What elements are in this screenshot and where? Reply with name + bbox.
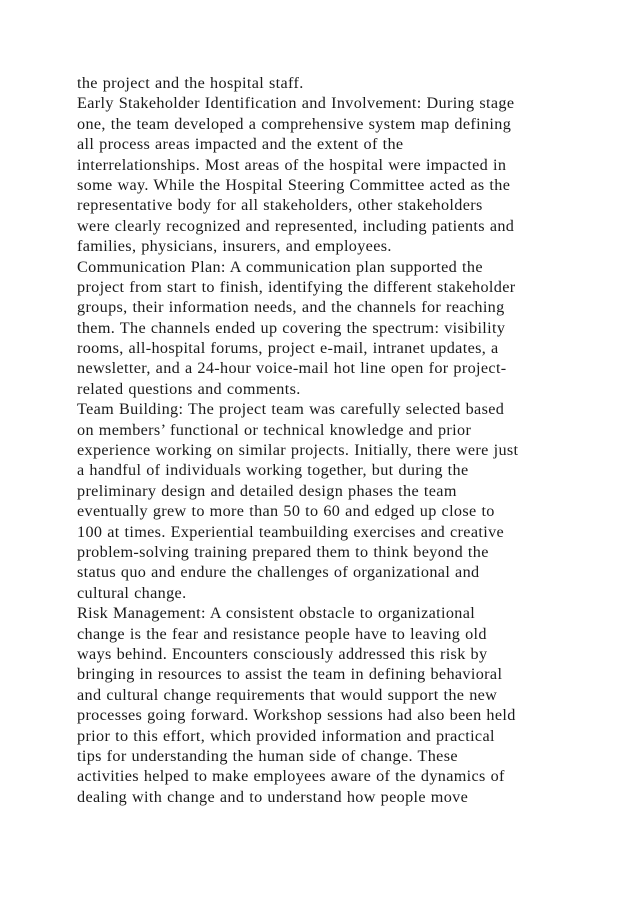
text-line: project from start to finish, identifying the different stakeholder	[77, 277, 516, 296]
document-body	[77, 73, 617, 807]
text-line: processes going forward. Workshop sessions had also been held	[77, 706, 516, 725]
text-line: were clearly recognized and represented, including patients and	[77, 216, 515, 235]
text-line: ways behind. Encounters consciously addressed this risk by	[77, 644, 488, 663]
text-line: newsletter, and a 24-hour voice-mail hot line open for project-	[77, 359, 507, 378]
text-line: Risk Management: A consistent obstacle to organizational	[77, 604, 476, 623]
text-line: eventually grew to more than 50 to 60 and edged up close to	[77, 502, 495, 521]
text-line: one, the team developed a comprehensive system map defining	[77, 114, 512, 133]
text-line: Team Building: The project team was carefully selected based	[77, 400, 505, 419]
text-line: representative body for all stakeholders, other stakeholders	[77, 196, 483, 215]
text-line: 100 at times. Experiential teambuilding exercises and creative	[77, 522, 505, 541]
text-line: a handful of individuals working together, but during the	[77, 461, 469, 480]
text-line: families, physicians, insurers, and employees.	[77, 237, 392, 256]
text-line: experience working on similar projects. Initially, there were just	[77, 441, 519, 460]
text-line: them. The channels ended up covering the spectrum: visibility	[77, 318, 506, 337]
text-line: cultural change.	[77, 583, 187, 602]
text-line: change is the fear and resistance people have to leaving old	[77, 624, 487, 643]
text-line: on members’ functional or technical knowledge and prior	[77, 420, 472, 439]
text-line: all process areas impacted and the extent of the	[77, 135, 404, 154]
text-line: rooms, all-hospital forums, project e-mail, intranet updates, a	[77, 339, 499, 358]
text-line: preliminary design and detailed design phases the team	[77, 481, 457, 500]
text-line: some way. While the Hospital Steering Committee acted as the	[77, 175, 511, 194]
text-line: tips for understanding the human side of change. These	[77, 746, 458, 765]
text-line: dealing with change and to understand how people move	[77, 787, 469, 806]
text-line: bringing in resources to assist the team in defining behavioral	[77, 665, 503, 684]
text-line: the project and the hospital staff.	[77, 74, 304, 92]
text-line: interrelationships. Most areas of the hospital were impacted in	[77, 155, 507, 174]
text-line: Early Stakeholder Identification and Involvement: During stage	[77, 94, 515, 113]
text-line: groups, their information needs, and the channels for reaching	[77, 298, 505, 317]
text-line: prior to this effort, which provided information and practical	[77, 726, 495, 745]
text-line: Communication Plan: A communication plan supported the	[77, 257, 483, 276]
text-line: related questions and comments.	[77, 379, 301, 398]
text-line: status quo and endure the challenges of organizational and	[77, 563, 480, 582]
text-line: activities helped to make employees aware of the dynamics of	[77, 767, 505, 786]
text-line: problem-solving training prepared them to think beyond the	[77, 542, 489, 561]
text-line: and cultural change requirements that would support the new	[77, 685, 498, 704]
